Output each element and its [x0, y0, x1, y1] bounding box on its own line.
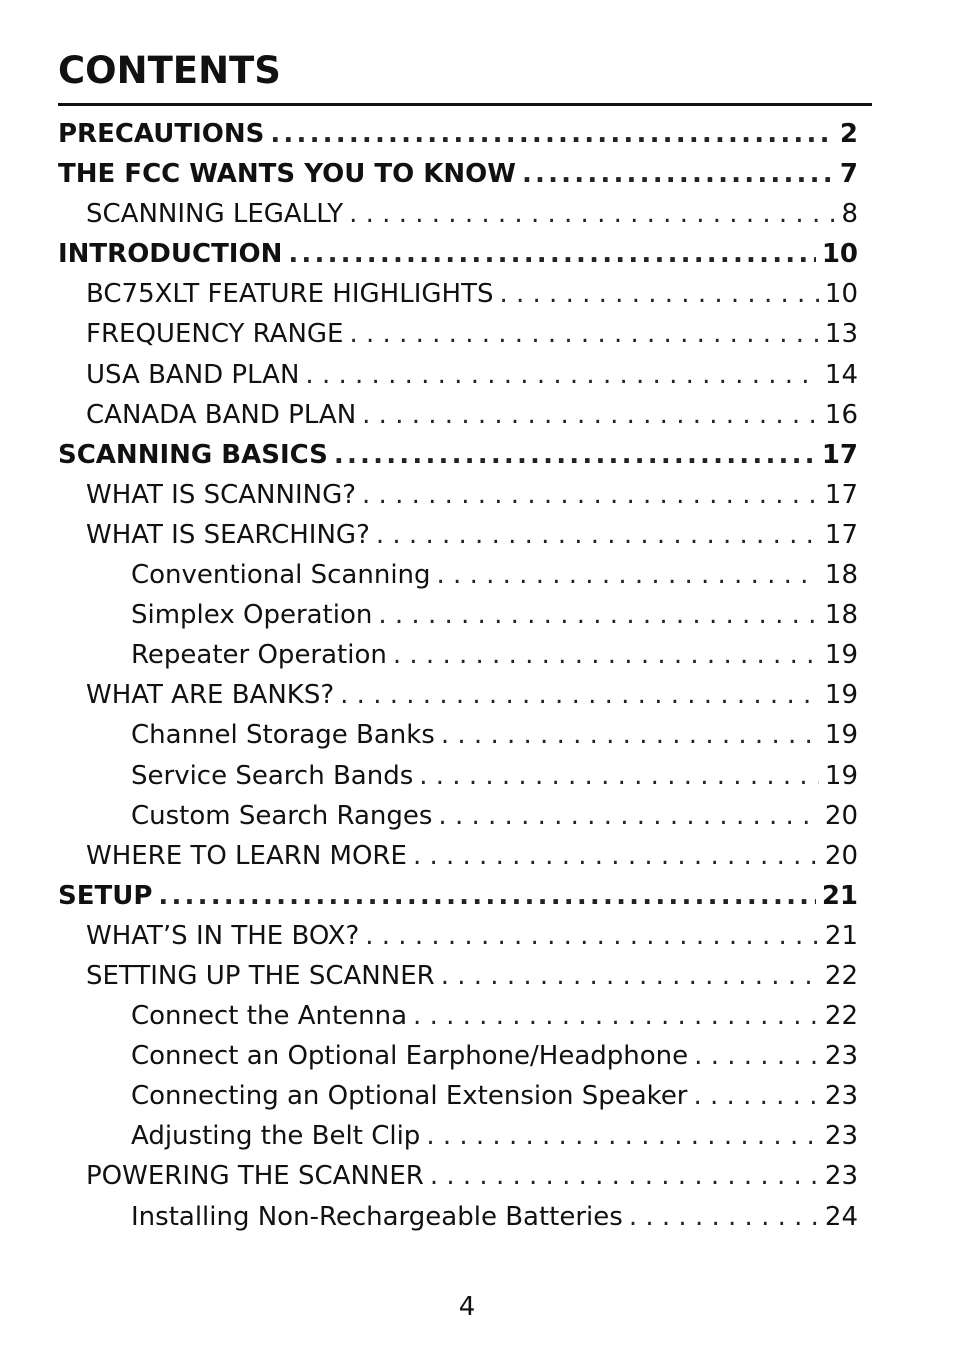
toc-entry-title: SETTING UP THE SCANNER	[86, 960, 435, 991]
page-number: 4	[458, 1292, 476, 1322]
toc-entry[interactable]	[58, 675, 858, 715]
toc-entry[interactable]	[58, 395, 858, 435]
toc-entry-title: Service Search Bands	[131, 760, 414, 791]
toc-entry-title: Simplex Operation	[131, 600, 373, 631]
toc-entry-title: POWERING THE SCANNER	[86, 1161, 424, 1192]
dot-leader	[522, 154, 834, 194]
dot-leader	[158, 876, 815, 916]
toc-entry[interactable]	[58, 1156, 858, 1196]
dot-leader	[441, 715, 819, 755]
toc-entry[interactable]	[58, 475, 858, 515]
toc-entry-page: 19	[824, 760, 858, 791]
dot-leader	[362, 475, 819, 515]
toc-entry-page: 21	[824, 920, 858, 951]
dot-leader	[441, 956, 819, 996]
dot-leader	[413, 836, 819, 876]
dot-leader	[362, 395, 819, 435]
toc-entry[interactable]	[58, 1116, 858, 1156]
toc-entry[interactable]	[58, 435, 858, 475]
toc-entry-page: 16	[824, 399, 858, 430]
dot-leader	[437, 555, 819, 595]
toc-entry-page: 17	[824, 519, 858, 550]
toc-entry-page: 2	[839, 119, 858, 149]
toc-entry[interactable]	[58, 355, 858, 395]
toc-entry[interactable]	[58, 1197, 858, 1237]
toc-entry-page: 23	[824, 1081, 858, 1112]
toc-entry-title: WHAT IS SEARCHING?	[86, 519, 370, 550]
dot-leader	[334, 435, 816, 475]
dot-leader	[350, 314, 819, 354]
toc-entry[interactable]	[58, 114, 858, 154]
dot-leader	[393, 635, 819, 675]
toc-entry-title: WHAT IS SCANNING?	[86, 479, 357, 510]
toc-entry-page: 10	[821, 239, 858, 270]
toc-entry-title: FREQUENCY RANGE	[86, 319, 344, 350]
title-rule	[58, 103, 872, 106]
toc-entry-title: SCANNING BASICS	[58, 439, 328, 470]
toc-entry-page: 17	[824, 479, 858, 510]
toc-entry[interactable]	[58, 314, 858, 354]
toc-entry[interactable]	[58, 796, 858, 836]
dot-leader	[413, 996, 819, 1036]
toc-entry-title: WHAT’S IN THE BOX?	[86, 920, 360, 951]
toc-entry-title: Adjusting the Belt Clip	[131, 1121, 421, 1152]
dot-leader	[426, 1116, 819, 1156]
toc-entry[interactable]	[58, 876, 858, 916]
dot-leader	[288, 234, 815, 274]
toc-entry[interactable]	[58, 715, 858, 755]
dot-leader	[305, 355, 818, 395]
toc-entry-page: 23	[824, 1121, 858, 1152]
toc-entry-title: USA BAND PLAN	[86, 359, 300, 390]
toc-entry[interactable]	[58, 555, 858, 595]
toc-entry-page: 24	[824, 1201, 858, 1232]
dot-leader	[376, 515, 819, 555]
toc-entry-page: 23	[824, 1041, 858, 1072]
toc-entry-title: Custom Search Ranges	[131, 800, 433, 831]
toc-entry-page: 23	[824, 1161, 858, 1192]
toc-entry[interactable]	[58, 274, 858, 314]
toc-entry-title: WHAT ARE BANKS?	[86, 680, 335, 711]
toc-entry[interactable]	[58, 1036, 858, 1076]
toc-entry-title: WHERE TO LEARN MORE	[86, 840, 407, 871]
toc-entry-title: SETUP	[58, 880, 153, 911]
toc-entry-page: 10	[824, 279, 858, 310]
toc-entry[interactable]	[58, 956, 858, 996]
toc-entry-title: CANADA BAND PLAN	[86, 399, 357, 430]
toc-entry-title: Channel Storage Banks	[131, 720, 435, 751]
toc-entry[interactable]	[58, 154, 858, 194]
toc-entry[interactable]	[58, 836, 858, 876]
toc-entry[interactable]	[58, 756, 858, 796]
toc-entry-page: 20	[824, 800, 858, 831]
toc-entry[interactable]	[58, 916, 858, 956]
toc-entry[interactable]	[58, 635, 858, 675]
dot-leader	[365, 916, 819, 956]
toc-entry-title: PRECAUTIONS	[58, 119, 265, 149]
toc-entry-page: 21	[821, 880, 858, 911]
toc-entry-page: 20	[824, 840, 858, 871]
dot-leader	[694, 1076, 819, 1116]
toc-entry-page: 13	[824, 319, 858, 350]
toc-entry-title: Conventional Scanning	[131, 560, 431, 591]
dot-leader	[629, 1197, 819, 1237]
dot-leader	[419, 756, 819, 796]
toc-entry-page: 14	[824, 359, 858, 390]
table-of-contents	[58, 114, 858, 1237]
toc-entry-title: SCANNING LEGALLY	[86, 199, 344, 230]
toc-entry-page: 7	[839, 159, 858, 190]
dot-leader	[499, 274, 818, 314]
toc-entry-title: Connect the Antenna	[131, 1001, 408, 1032]
toc-entry-page: 18	[824, 560, 858, 591]
toc-entry-title: BC75XLT FEATURE HIGHLIGHTS	[86, 279, 494, 310]
toc-entry-page: 19	[824, 720, 858, 751]
toc-entry[interactable]	[58, 1076, 858, 1116]
toc-entry[interactable]	[58, 234, 858, 274]
dot-leader	[378, 595, 819, 635]
toc-entry-title: Connect an Optional Earphone/Headphone	[131, 1041, 689, 1072]
toc-entry-title: INTRODUCTION	[58, 239, 283, 270]
dot-leader	[694, 1036, 819, 1076]
toc-entry-title: Repeater Operation	[131, 640, 387, 671]
toc-entry-title: Installing Non-Rechargeable Batteries	[131, 1201, 623, 1232]
toc-entry-title: THE FCC WANTS YOU TO KNOW	[58, 159, 516, 190]
page-title: CONTENTS	[58, 49, 281, 92]
toc-entry-page: 22	[824, 1001, 858, 1032]
dot-leader	[270, 114, 834, 154]
toc-entry[interactable]	[58, 595, 858, 635]
toc-entry-page: 8	[841, 199, 858, 230]
dot-leader	[349, 194, 835, 234]
dot-leader	[340, 675, 819, 715]
toc-entry-page: 19	[824, 680, 858, 711]
toc-entry-title: Connecting an Optional Extension Speaker	[131, 1081, 688, 1112]
toc-entry[interactable]	[58, 194, 858, 234]
toc-entry-page: 18	[824, 600, 858, 631]
toc-entry-page: 19	[824, 640, 858, 671]
toc-entry-page: 17	[821, 439, 858, 470]
toc-entry-page: 22	[824, 960, 858, 991]
dot-leader	[438, 796, 818, 836]
toc-entry[interactable]	[58, 996, 858, 1036]
dot-leader	[430, 1156, 819, 1196]
toc-entry[interactable]	[58, 515, 858, 555]
